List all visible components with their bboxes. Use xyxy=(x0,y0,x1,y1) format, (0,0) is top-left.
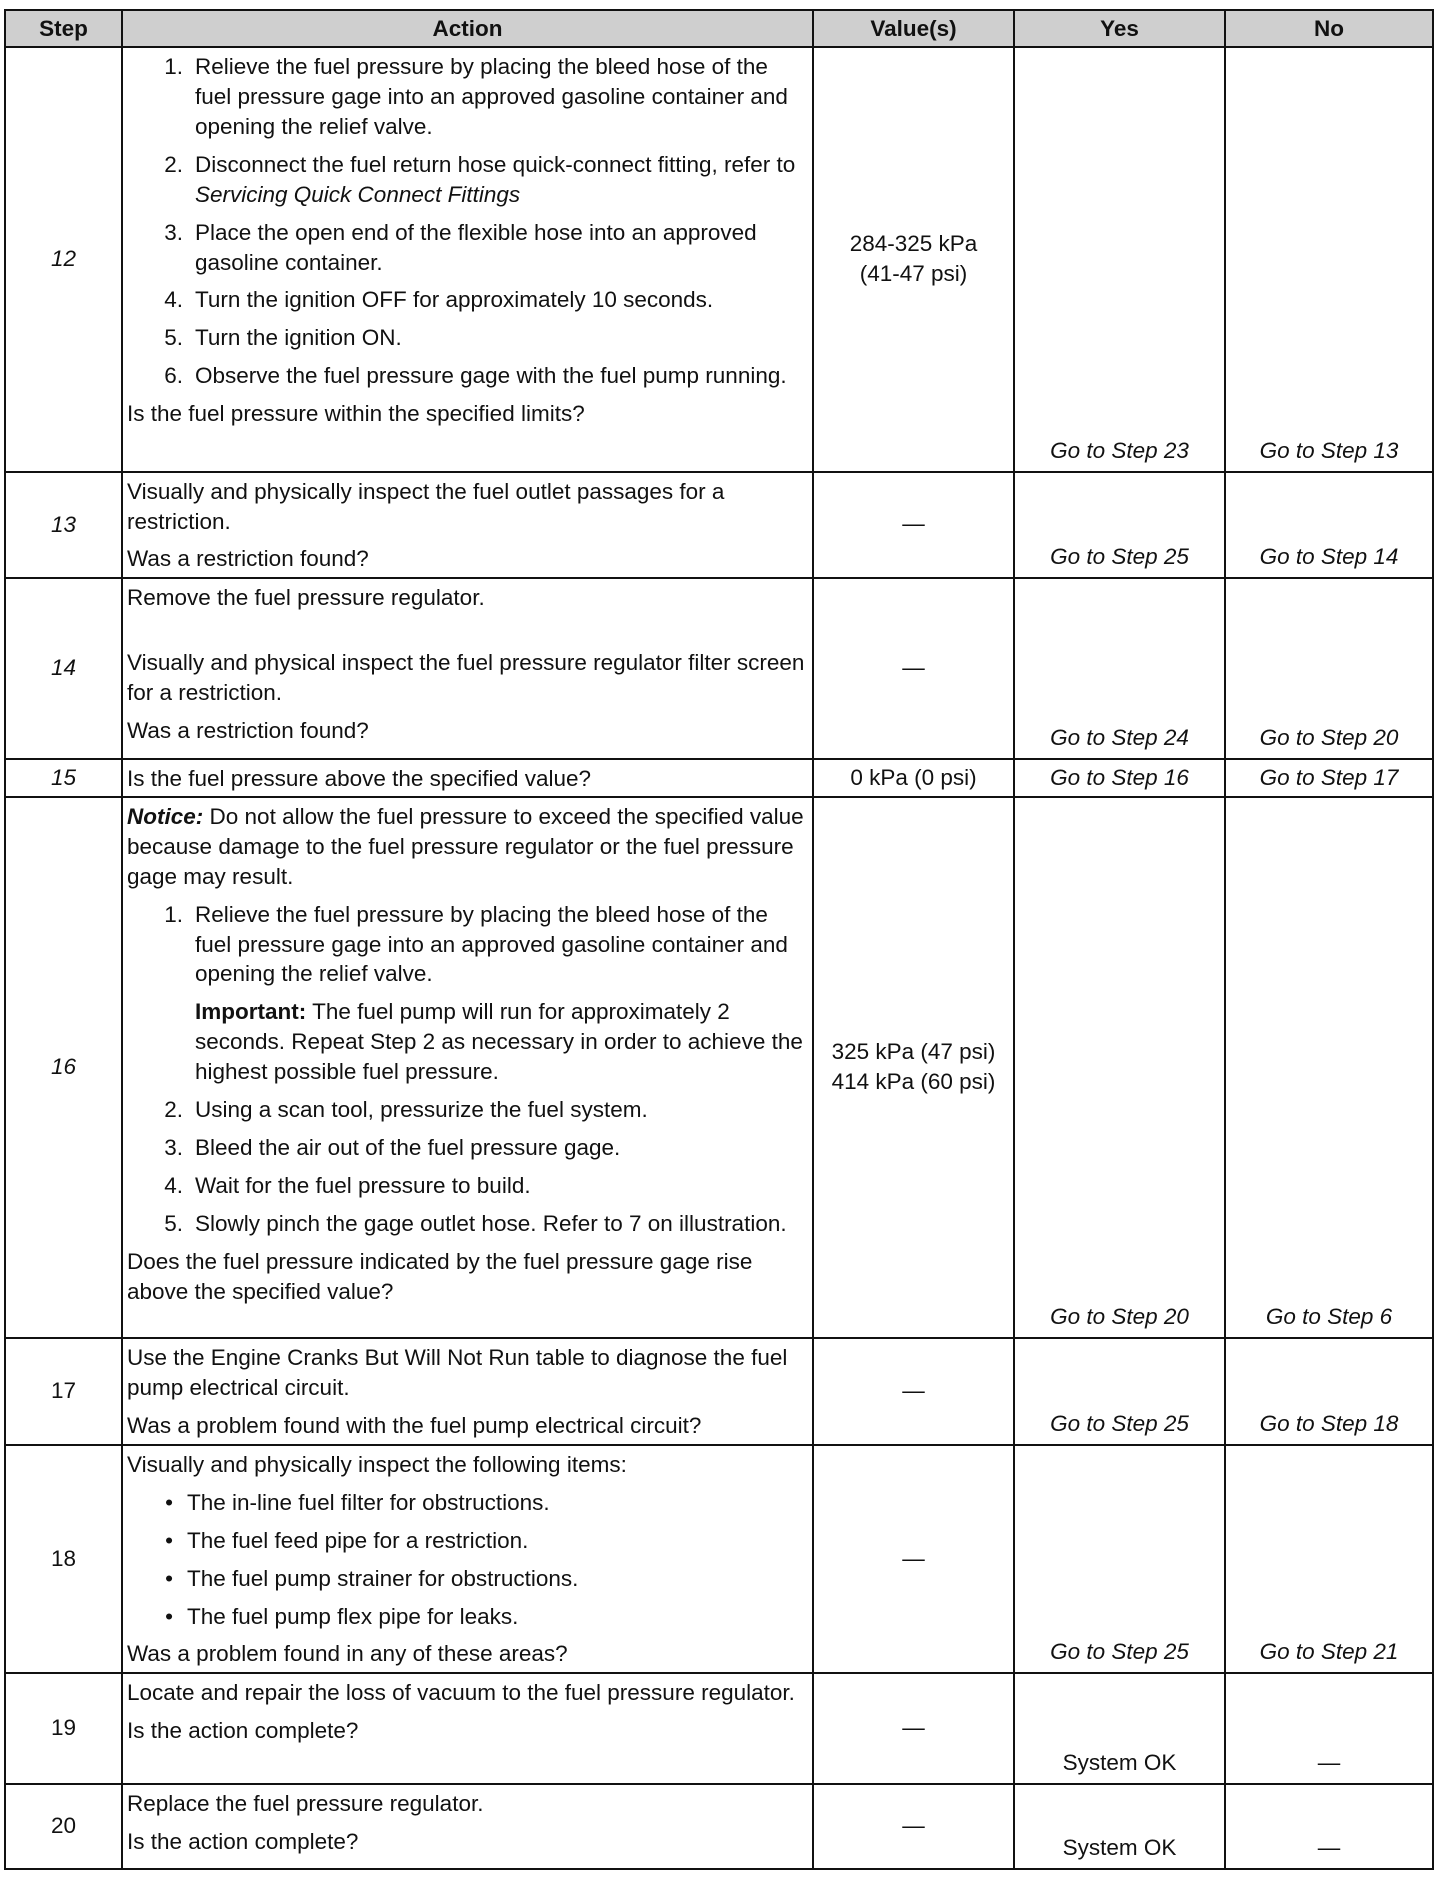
value-cell: — xyxy=(813,472,1014,578)
item-list xyxy=(127,1488,808,1632)
list-item: • The fuel pump flex pipe for leaks. xyxy=(165,1603,519,1629)
yes-result: Go to Step 25 xyxy=(1014,1338,1225,1445)
no-result: Go to Step 21 xyxy=(1225,1445,1433,1673)
table-row xyxy=(5,47,1433,472)
step-number: 13 xyxy=(5,472,122,578)
table-row xyxy=(5,472,1433,578)
list-item: 1. Relieve the fuel pressure by placing the bleed hose of the fuel pressure gage into an approved gasoline container and opening the relief valve. xyxy=(164,54,788,139)
action-cell: Visually and physically inspect the following items: • The in-line fuel filter for obstructions. • The fuel feed pipe for a restriction. • The fuel pump strainer for obstructions. • The fuel pump flex pipe for leaks. Was a problem found in any of these areas? xyxy=(122,1445,813,1673)
list-item: 4. Turn the ignition OFF for approximately 10 seconds. xyxy=(164,287,714,313)
header-row xyxy=(5,10,1433,47)
no-result: Go to Step 17 xyxy=(1225,759,1433,797)
header-values: Value(s) xyxy=(813,10,1014,47)
yes-result: Go to Step 23 xyxy=(1014,47,1225,472)
step-list xyxy=(127,52,808,391)
question: Was a restriction found? xyxy=(127,718,369,744)
action-cell xyxy=(122,797,813,1338)
list-item: 4. Wait for the fuel pressure to build. xyxy=(164,1173,531,1198)
action-cell xyxy=(122,759,813,797)
table-row xyxy=(5,1784,1433,1869)
step-list xyxy=(127,1095,808,1239)
action-cell: Replace the fuel pressure regulator. Is the action complete? xyxy=(122,1784,813,1869)
yes-result: Go to Step 20 xyxy=(1014,797,1225,1338)
table-row xyxy=(5,759,1433,797)
value-cell: — xyxy=(813,1338,1014,1445)
question: Was a problem found with the fuel pump electrical circuit? xyxy=(127,1412,702,1438)
yes-result: Go to Step 24 xyxy=(1014,578,1225,759)
header-step: Step xyxy=(5,10,122,47)
step-number: 12 xyxy=(5,47,122,472)
action-cell: Use the Engine Cranks But Will Not Run table to diagnose the fuel pump electrical circuit. Was a problem found with the fuel pump electrical circuit? xyxy=(122,1338,813,1445)
list-item: 2. Using a scan tool, pressurize the fuel system. xyxy=(164,1097,648,1123)
value-cell: — xyxy=(813,1445,1014,1673)
question: Is the action complete? xyxy=(127,1717,359,1743)
step-number: 20 xyxy=(5,1784,122,1869)
yes-result: System OK xyxy=(1014,1784,1225,1869)
list-item: 3. Place the open end of the flexible hose into an approved gasoline container. xyxy=(164,219,757,275)
no-result: Go to Step 6 xyxy=(1225,797,1433,1338)
step-list xyxy=(127,900,808,990)
list-item: 5. Slowly pinch the gage outlet hose. Refer to 7 on illustration. xyxy=(164,1210,787,1236)
step-number: 15 xyxy=(5,759,122,797)
step-number: 14 xyxy=(5,578,122,759)
header-no: No xyxy=(1225,10,1433,47)
notice: Notice: Do not allow the fuel pressure to exceed the specified value because damage to the fuel pressure regulator or the fuel pressure gage may result. xyxy=(127,803,804,889)
no-result: Go to Step 14 xyxy=(1225,472,1433,578)
yes-result: System OK xyxy=(1014,1673,1225,1784)
step-number: 18 xyxy=(5,1445,122,1673)
no-result: — xyxy=(1225,1673,1433,1784)
value-cell: 0 kPa (0 psi) xyxy=(813,759,1014,797)
value-cell: 325 kPa (47 psi) 414 kPa (60 psi) xyxy=(813,797,1014,1338)
table-row xyxy=(5,578,1433,759)
action-cell: Remove the fuel pressure regulator. Visually and physical inspect the fuel pressure regulator filter screen for a restriction. Was a restriction found? xyxy=(122,578,813,759)
question: Was a problem found in any of these areas? xyxy=(127,1641,568,1667)
list-item: 3. Bleed the air out of the fuel pressure gage. xyxy=(164,1135,621,1161)
action-cell: Locate and repair the loss of vacuum to the fuel pressure regulator. Is the action complete? xyxy=(122,1673,813,1784)
action-cell xyxy=(122,47,813,472)
no-result: Go to Step 20 xyxy=(1225,578,1433,759)
no-result: — xyxy=(1225,1784,1433,1869)
value-cell: 284-325 kPa (41-47 psi) xyxy=(813,47,1014,472)
no-result: Go to Step 13 xyxy=(1225,47,1433,472)
list-item: 6. Observe the fuel pressure gage with the fuel pump running. xyxy=(164,363,787,389)
yes-result: Go to Step 16 xyxy=(1014,759,1225,797)
header-yes: Yes xyxy=(1014,10,1225,47)
no-result: Go to Step 18 xyxy=(1225,1338,1433,1445)
important-note: Important: The fuel pump will run for approximately 2 seconds. Repeat Step 2 as necessary in order to achieve the highest possible fuel pressure. xyxy=(195,999,803,1085)
table-row xyxy=(5,1673,1433,1784)
list-item: • The fuel pump strainer for obstructions. xyxy=(165,1565,579,1591)
list-item: • The in-line fuel filter for obstructions. xyxy=(165,1489,550,1515)
value-cell: — xyxy=(813,1673,1014,1784)
header-action: Action xyxy=(122,10,813,47)
list-item: 2. Disconnect the fuel return hose quick-connect fitting, refer to Servicing Quick Connect Fittings xyxy=(164,151,796,207)
table-row xyxy=(5,1445,1433,1673)
list-item: 1. Relieve the fuel pressure by placing the bleed hose of the fuel pressure gage into an approved gasoline container and opening the relief valve. xyxy=(164,901,788,987)
step-number: 17 xyxy=(5,1338,122,1445)
step-number: 16 xyxy=(5,797,122,1338)
value-cell: — xyxy=(813,1784,1014,1869)
question: Does the fuel pressure indicated by the fuel pressure gage rise above the specified value? xyxy=(127,1248,753,1304)
list-item: • The fuel feed pipe for a restriction. xyxy=(165,1527,529,1553)
yes-result: Go to Step 25 xyxy=(1014,1445,1225,1673)
yes-result: Go to Step 25 xyxy=(1014,472,1225,578)
question: Was a restriction found? xyxy=(127,546,369,572)
question: Is the fuel pressure within the specified limits? xyxy=(127,401,585,427)
table-row xyxy=(5,797,1433,1338)
diagnostic-table xyxy=(4,9,1434,1870)
list-item: 5. Turn the ignition ON. xyxy=(164,325,402,351)
value-cell: — xyxy=(813,578,1014,759)
question: Is the action complete? xyxy=(127,1828,359,1854)
reference-link: Servicing Quick Connect Fittings xyxy=(195,181,521,207)
action-cell: Visually and physically inspect the fuel outlet passages for a restriction. Was a restriction found? xyxy=(122,472,813,578)
table-row xyxy=(5,1338,1433,1445)
question: Is the fuel pressure above the specified value? xyxy=(127,765,592,791)
step-number: 19 xyxy=(5,1673,122,1784)
